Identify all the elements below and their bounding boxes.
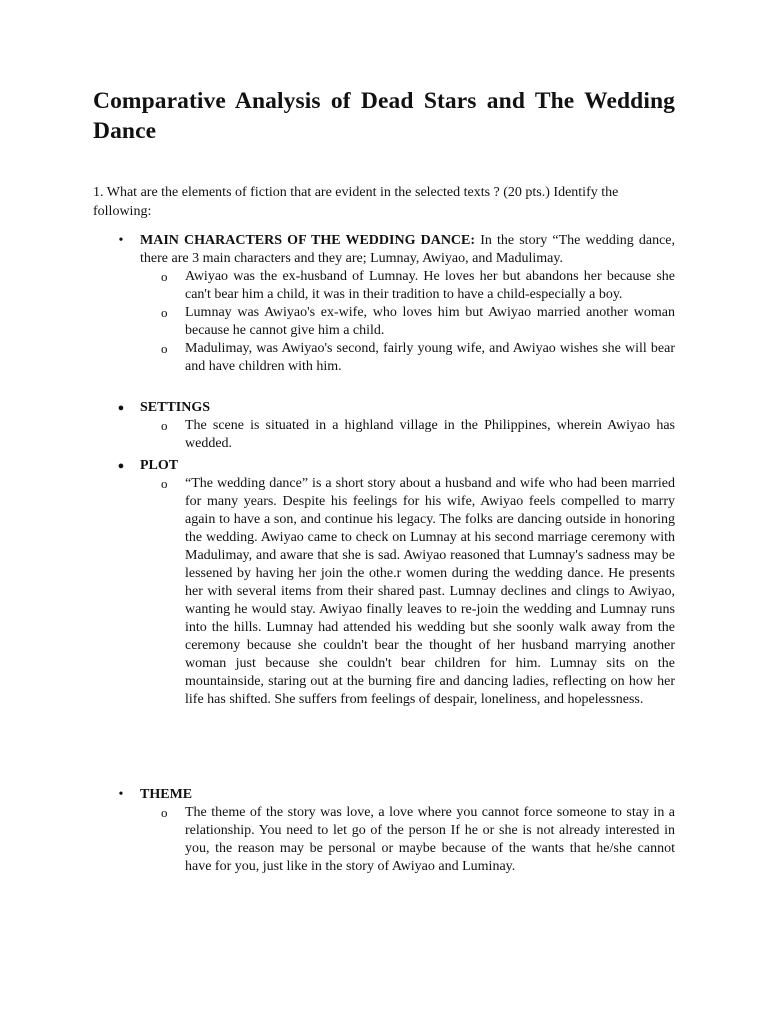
item-text [140, 786, 675, 804]
bullet-icon: ● [117, 402, 125, 414]
sub-bullet-icon: o [161, 341, 168, 356]
sub-item-text: The scene is situated in a highland village in the Philippines, wherein Awiyao has wedded. [185, 418, 675, 451]
bullet-item-settings [93, 399, 675, 453]
sub-list-item [93, 417, 675, 453]
sub-item-text: Awiyao was the ex-husband of Lumnay. He loves her but abandons her because she can't bear him a child, it was in their tradition to have a child-especially a boy. [185, 269, 675, 302]
section-intro: In the story “The wedding dance, there are 3 main characters and they are; Lumnay, Awiyao, and Madulimay. [140, 233, 675, 266]
sub-list-item [93, 340, 675, 376]
sub-list [140, 804, 675, 876]
section-plot [93, 457, 675, 709]
bullet-item-theme [93, 786, 675, 876]
section-theme [93, 786, 675, 876]
item-text [140, 232, 675, 268]
sub-bullet-icon: o [161, 476, 168, 491]
bullet-item-plot [93, 457, 675, 709]
document-title: Comparative Analysis of Dead Stars and The Wedding Dance [93, 88, 675, 144]
sub-list-item [93, 304, 675, 340]
sub-list-item [93, 475, 675, 709]
sub-bullet-icon: o [161, 418, 168, 433]
sub-list [140, 475, 675, 709]
bullet-icon: ● [117, 460, 125, 472]
bullet-item-main-characters [93, 232, 675, 376]
sub-list-item [93, 268, 675, 304]
sub-item-text: Madulimay, was Awiyao's second, fairly young wife, and Awiyao wishes she will bear and have children with him. [185, 341, 675, 374]
section-heading: PLOT [140, 458, 179, 473]
bullet-icon: • [118, 233, 124, 248]
sub-bullet-icon: o [161, 805, 168, 820]
sub-list [140, 417, 675, 453]
sub-item-text: The theme of the story was love, a love where you cannot force someone to stay in a relationship. You need to let go of the person If he or she is not already interested in you, the reason may be personal or maybe because of the wants that he/she cannot have for you, just like in the story of Awiyao and Luminay. [185, 805, 675, 874]
section-settings [93, 399, 675, 453]
section-heading: SETTINGS [140, 400, 211, 415]
sub-bullet-icon: o [161, 269, 168, 284]
sub-list [140, 268, 675, 376]
section-heading: MAIN CHARACTERS OF THE WEDDING DANCE: [140, 233, 476, 248]
item-text [140, 457, 675, 475]
bullet-icon: • [118, 787, 124, 802]
question-prompt: 1. What are the elements of fiction that are evident in the selected texts ? (20 pts.) Identify the following: [93, 185, 619, 219]
sub-item-text: “The wedding dance” is a short story about a husband and wife who had been married for many years. Despite his feelings for his wife, Awiyao feels compelled to marry again to have a son, and continue his legacy. The folks are dancing outside in honoring the wedding. Awiyao came to check on Lumnay at his second marriage ceremony with Madulimay, and aware that she is sad. Awiyao reasoned that Lumnay's sadness may be lessened by having her join the othe.r women during the wedding dance. He presents her with several items from their shared past. Lumnay declines and clings to Awiyao, wanting he would stay. Awiyao finally leaves to re-join the wedding and Lumnay runs into the hills. Lumnay had attended his wedding but she soonly walk away from the ceremony because she couldn't bear the thought of her husband marrying another woman just because she couldn't bear children for him. Lumnay sits on the mountainside, staring out at the burning fire and dancing ladies, reflecting on how her life has shifted. She suffers from feelings of despair, loneliness, and hopelessness. [185, 476, 675, 707]
section-heading: THEME [140, 787, 193, 802]
section-main-characters [93, 232, 675, 376]
sub-list-item [93, 804, 675, 876]
sub-bullet-icon: o [161, 305, 168, 320]
item-text [140, 399, 675, 417]
sub-item-text: Lumnay was Awiyao's ex-wife, who loves him but Awiyao married another woman because he cannot give him a child. [185, 305, 675, 338]
